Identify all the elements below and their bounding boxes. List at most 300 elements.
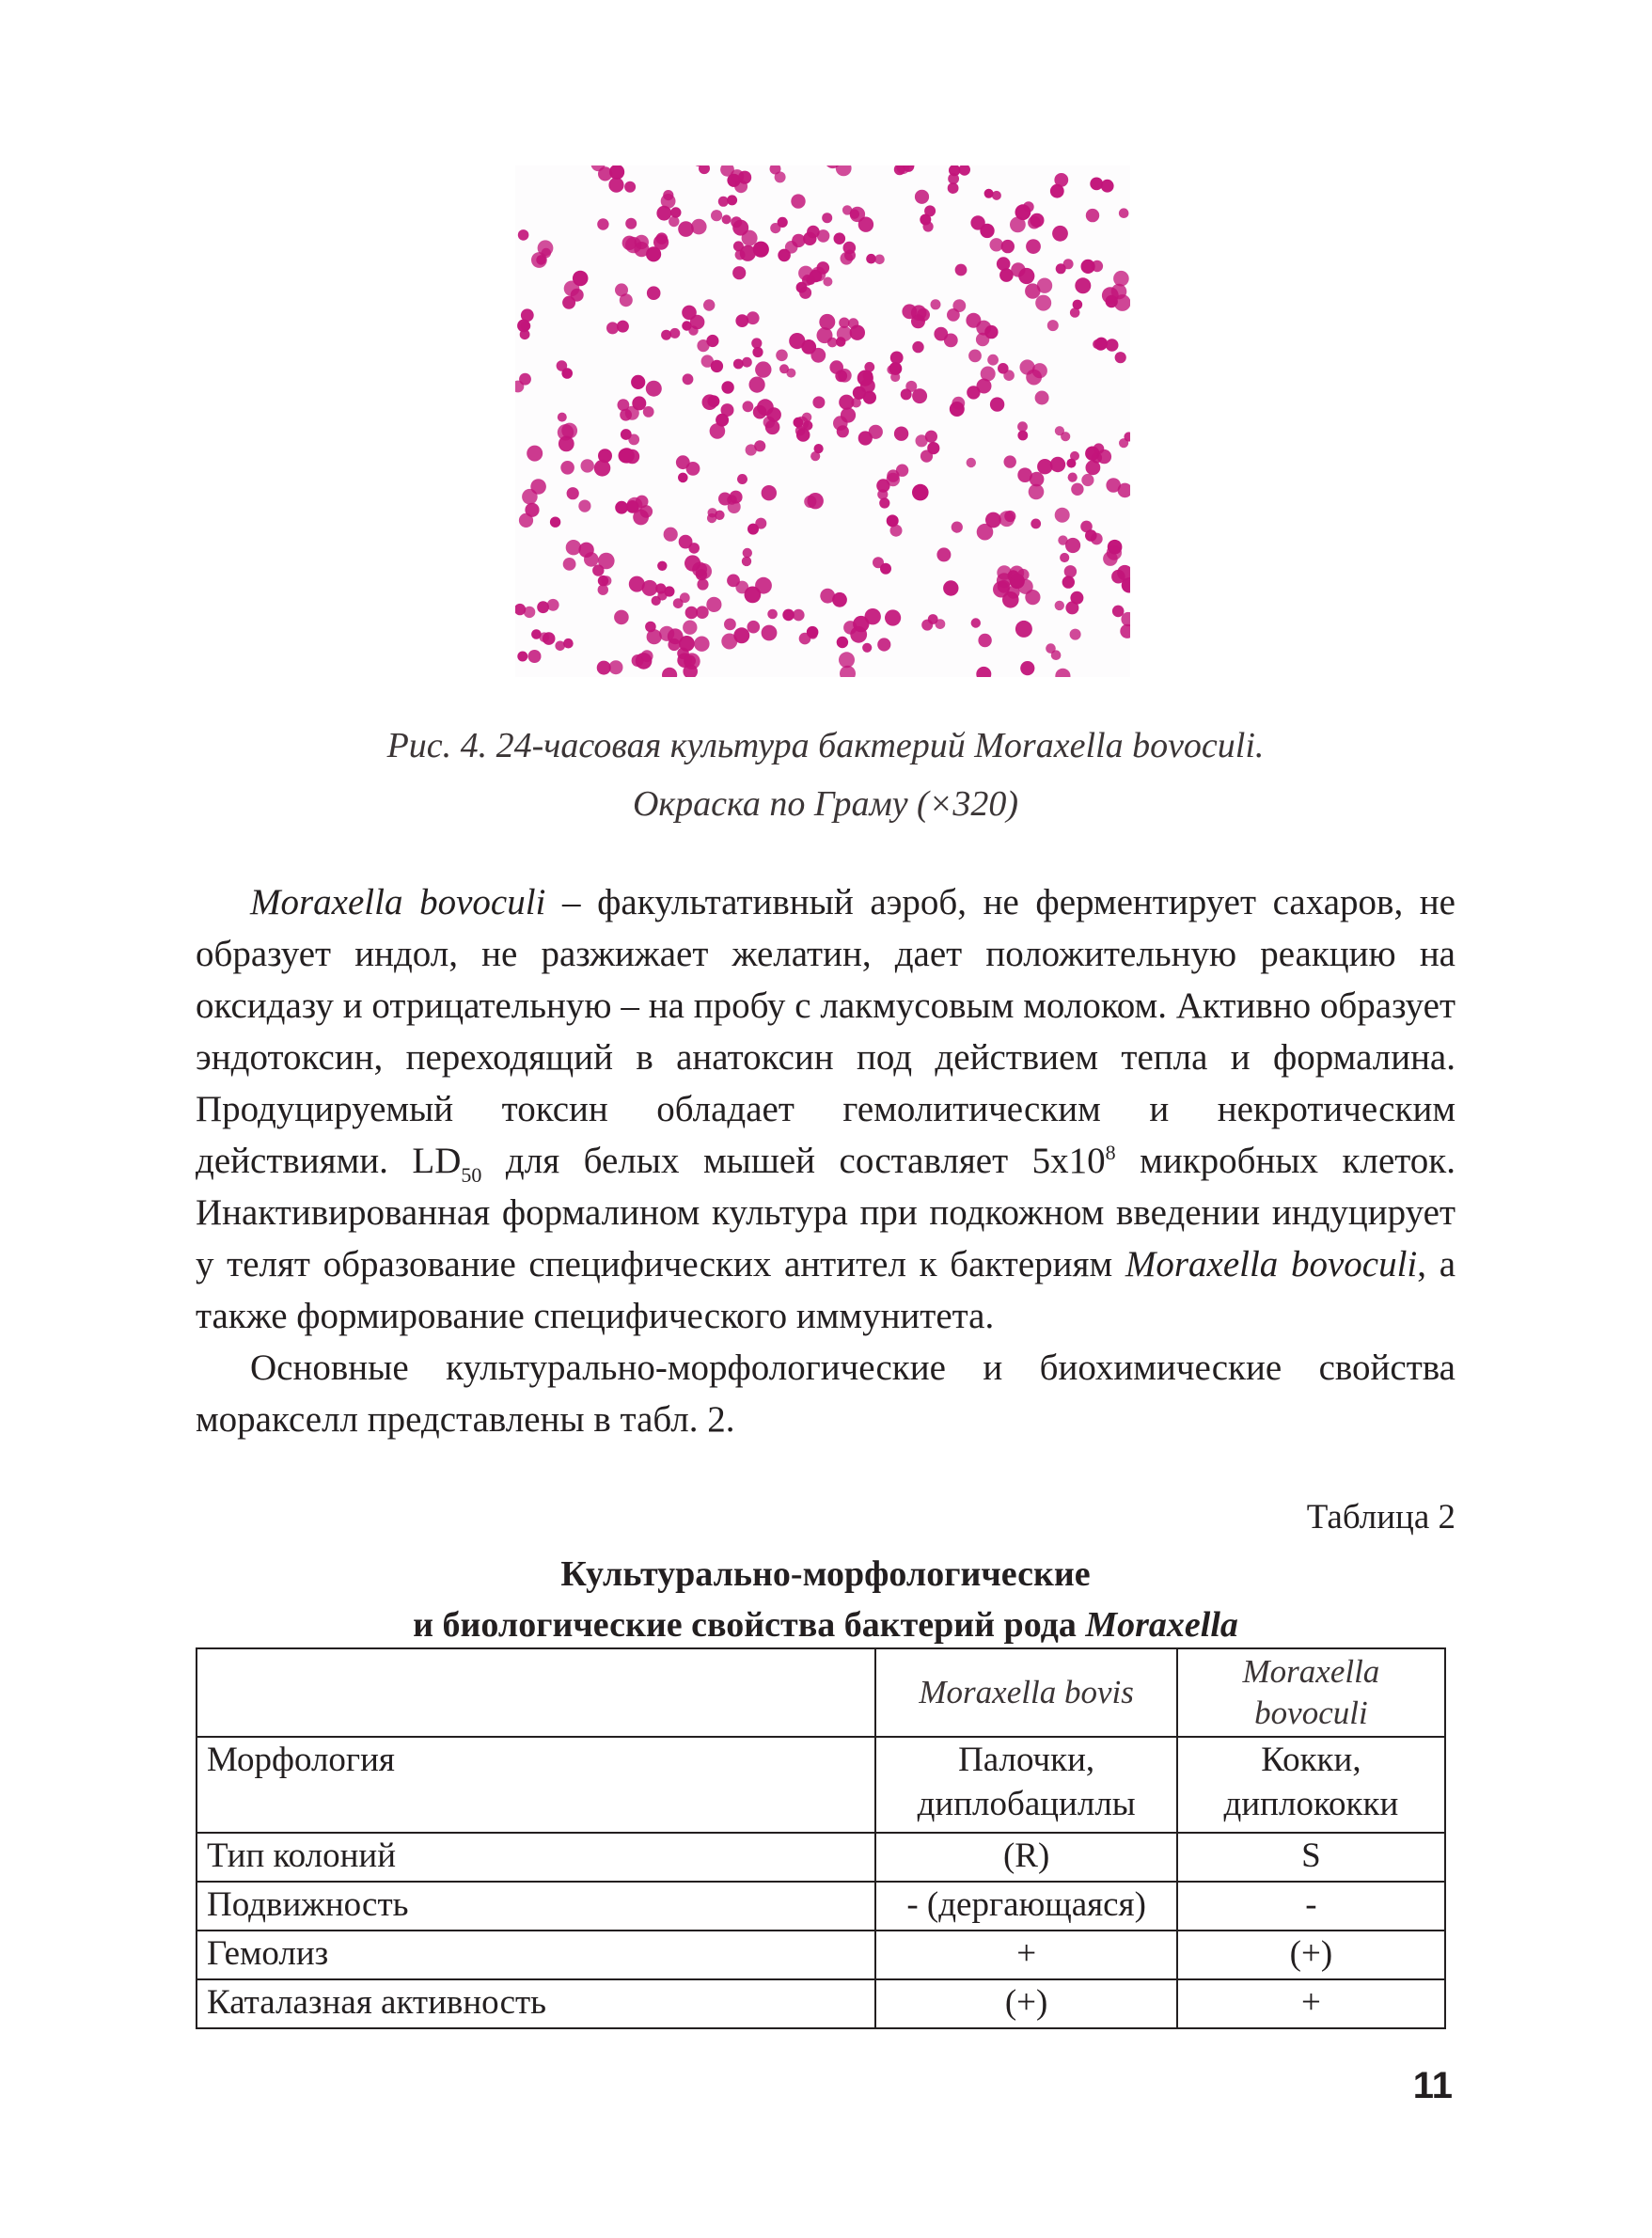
ld-subscript: 50 bbox=[461, 1163, 482, 1187]
cell-property: Каталазная активность bbox=[197, 1979, 875, 2028]
table-row bbox=[197, 1979, 1445, 2028]
bacterium-cell bbox=[692, 562, 707, 577]
bacterium-cell bbox=[527, 446, 543, 462]
caption-line-1: Рис. 4. 24-часовая культура бактерий Moraxella bovoculi. bbox=[386, 726, 1265, 765]
bacterium-cell bbox=[679, 636, 695, 652]
bacterium-cell bbox=[752, 347, 763, 357]
bacterium-cell bbox=[785, 241, 798, 254]
cell-bovoculi: + bbox=[1177, 1979, 1445, 2028]
bacterium-cell bbox=[812, 396, 825, 408]
bacterium-cell bbox=[647, 286, 661, 300]
bacterium-cell bbox=[742, 230, 758, 246]
bacterium-cell bbox=[990, 397, 1004, 411]
bacterium-cell bbox=[819, 314, 835, 330]
bacterium-cell bbox=[822, 213, 832, 223]
bacterium-cell bbox=[724, 619, 736, 631]
bacterium-cell bbox=[810, 451, 820, 461]
bacterium-cell bbox=[1001, 240, 1015, 253]
bacterium-cell bbox=[791, 194, 805, 208]
bacterium-cell bbox=[731, 216, 742, 228]
bacterium-cell bbox=[836, 337, 846, 347]
bacterium-cell bbox=[578, 500, 590, 512]
bacterium-cell bbox=[608, 178, 623, 193]
bacterium-cell bbox=[727, 495, 737, 505]
bacterium-cell bbox=[952, 299, 966, 312]
bacterium-cell bbox=[557, 360, 568, 371]
bacterium-cell bbox=[530, 479, 546, 495]
bacterium-cell bbox=[1058, 535, 1067, 544]
bacterium-cell bbox=[619, 449, 634, 464]
cell-bovoculi: Кокки, диплококки bbox=[1177, 1737, 1445, 1833]
bacterium-cell bbox=[1106, 339, 1119, 352]
bacterium-cell bbox=[631, 375, 645, 389]
bacterium-cell bbox=[1060, 553, 1069, 562]
bacterium-cell bbox=[879, 497, 889, 508]
bacterium-cell bbox=[763, 417, 776, 429]
bacterium-cell bbox=[703, 299, 715, 310]
bacterium-cell bbox=[594, 460, 611, 477]
bacterium-cell bbox=[578, 543, 593, 558]
bacterium-cell bbox=[1017, 421, 1028, 432]
table-title-genus: Moraxella bbox=[1085, 1605, 1238, 1645]
bacterium-cell bbox=[562, 296, 575, 309]
bacterium-cell bbox=[746, 444, 757, 455]
table-title bbox=[196, 1549, 1455, 1650]
bacterium-cell bbox=[702, 394, 718, 410]
bacterium-cell bbox=[614, 610, 629, 625]
bacterium-cell bbox=[832, 592, 847, 607]
bacterium-cell bbox=[734, 180, 747, 193]
bacterium-cell bbox=[817, 261, 830, 275]
exponent-superscript: 8 bbox=[1105, 1141, 1116, 1164]
bacterium-cell bbox=[841, 252, 854, 265]
bacterium-cell bbox=[786, 369, 795, 378]
bacterium-cell bbox=[669, 216, 679, 227]
bacterium-cell bbox=[970, 215, 984, 229]
bacterium-cell bbox=[558, 413, 567, 422]
table-row bbox=[197, 1882, 1445, 1931]
bacterium-cell bbox=[999, 511, 1015, 527]
bacterium-cell bbox=[1090, 178, 1103, 191]
bacterium-cell bbox=[1052, 226, 1068, 242]
bacterium-cell bbox=[550, 517, 560, 528]
bacterium-cell bbox=[1025, 283, 1040, 298]
bacterium-cell bbox=[863, 370, 873, 381]
bacterium-cell bbox=[606, 322, 619, 334]
bacterium-cell bbox=[669, 328, 680, 339]
bacterium-cell bbox=[683, 373, 694, 385]
bacterium-cell bbox=[948, 182, 959, 194]
bacterium-cell bbox=[706, 597, 721, 612]
bacterium-cell bbox=[1068, 473, 1078, 482]
bacterium-cell bbox=[1050, 457, 1065, 472]
bacterium-cell bbox=[952, 522, 963, 533]
bacterium-cell bbox=[597, 661, 611, 675]
bacterium-cell bbox=[742, 557, 751, 566]
table-title-line-2 bbox=[196, 1600, 1455, 1650]
bacterium-cell bbox=[629, 576, 645, 592]
bacterium-cell bbox=[661, 330, 671, 340]
micrograph-image bbox=[515, 165, 1130, 677]
bacterium-cell bbox=[1020, 661, 1034, 675]
bacterium-cell bbox=[743, 548, 752, 558]
bacterium-cell bbox=[646, 381, 662, 397]
bacterium-cell bbox=[624, 181, 636, 193]
bacterium-cell bbox=[916, 434, 928, 447]
bacterium-cell bbox=[894, 427, 908, 441]
bacterium-cell bbox=[749, 377, 765, 393]
bacterium-cell bbox=[1106, 478, 1121, 493]
bacterium-cell bbox=[537, 601, 549, 613]
bacterium-cell bbox=[1086, 460, 1101, 475]
bacterium-cell bbox=[727, 575, 740, 588]
bacterium-cell bbox=[732, 266, 746, 279]
bacterium-cell bbox=[887, 469, 899, 481]
bacterium-cell bbox=[518, 229, 529, 241]
bacterium-cell bbox=[517, 320, 530, 333]
bacterium-cell bbox=[1035, 295, 1051, 311]
bacterium-cell bbox=[966, 313, 981, 328]
cell-bovis: - (дергающаяся) bbox=[875, 1882, 1176, 1931]
bacterium-cell bbox=[563, 558, 576, 571]
bacterium-cell bbox=[657, 561, 667, 571]
bacterium-cell bbox=[944, 334, 958, 348]
bacterium-cell bbox=[634, 242, 649, 257]
cell-bovis: Палочки, диплобациллы bbox=[875, 1737, 1176, 1833]
bacterium-cell bbox=[1086, 209, 1099, 222]
bacterium-cell bbox=[633, 510, 649, 526]
bacterium-cell bbox=[597, 218, 608, 229]
bacterium-cell bbox=[519, 513, 533, 528]
bacterium-cell bbox=[690, 315, 705, 330]
bacterium-cell bbox=[799, 287, 811, 299]
cell-bovis: (R) bbox=[875, 1833, 1176, 1882]
bacterium-cell bbox=[686, 462, 700, 476]
bacterium-cell bbox=[1030, 213, 1044, 228]
table-title-line-1: Культурально-морфологические bbox=[560, 1554, 1091, 1594]
bacterium-cell bbox=[547, 599, 559, 611]
bacterium-cell bbox=[874, 255, 885, 265]
bacterium-cell bbox=[1015, 621, 1032, 638]
bacterium-cell bbox=[1091, 533, 1103, 545]
bacterium-cell bbox=[1115, 352, 1126, 363]
bacterium-cell bbox=[715, 511, 724, 520]
bacterium-cell bbox=[853, 386, 866, 400]
bacterium-cell bbox=[793, 609, 805, 622]
bacterium-cell bbox=[727, 195, 737, 205]
bacterium-cell bbox=[776, 350, 788, 362]
bacterium-cell bbox=[747, 621, 761, 634]
bacterium-cell bbox=[1002, 591, 1019, 608]
bacterium-cell bbox=[877, 489, 888, 499]
bacterium-cell bbox=[747, 524, 759, 535]
bacterium-cell bbox=[555, 641, 565, 652]
bacterium-cell bbox=[683, 621, 697, 635]
bacterium-cell bbox=[1010, 566, 1025, 581]
paragraph-2: Основные культурально-морфологические и биохимические свойства моракселл представлены в табл. 2. bbox=[196, 1348, 1455, 1440]
cell-property: Подвижность bbox=[197, 1882, 875, 1931]
bacterium-cell bbox=[817, 229, 830, 243]
bacterium-cell bbox=[737, 474, 747, 484]
bacterium-cell bbox=[753, 405, 767, 419]
bacterium-cell bbox=[915, 190, 929, 204]
bacterium-cell bbox=[931, 299, 941, 309]
bacterium-cell bbox=[1102, 287, 1119, 304]
bacterium-cell bbox=[721, 381, 733, 393]
bacterium-cell bbox=[733, 359, 744, 370]
bacterium-cell bbox=[684, 655, 696, 668]
bacterium-cell bbox=[992, 191, 1001, 200]
bacterium-cell bbox=[664, 528, 678, 542]
bacterium-cell bbox=[1070, 307, 1080, 318]
bacterium-cell bbox=[839, 652, 855, 668]
table-row bbox=[197, 1737, 1445, 1833]
bacterium-cell bbox=[817, 327, 833, 343]
bacterium-cell bbox=[839, 395, 854, 410]
bacterium-cell bbox=[1017, 431, 1028, 441]
bacterium-cell bbox=[711, 210, 722, 221]
bacterium-cell bbox=[721, 634, 737, 650]
bacterium-cell bbox=[977, 379, 992, 394]
bacterium-cell bbox=[743, 401, 754, 412]
properties-table bbox=[196, 1647, 1446, 2029]
bacterium-cell bbox=[528, 650, 542, 663]
bacterium-cell bbox=[1107, 545, 1122, 560]
bacterium-cell bbox=[668, 638, 680, 651]
paragraph-1-text-d: , а также формирование специфического иммунитета. bbox=[196, 1244, 1456, 1336]
bacterium-cell bbox=[984, 189, 994, 198]
bacterium-cell bbox=[697, 578, 708, 590]
bacterium-cell bbox=[998, 363, 1009, 374]
bacterium-cell bbox=[869, 425, 883, 439]
caption-line-2: Окраска по Граму (×320) bbox=[632, 784, 1019, 824]
cell-property: Гемолиз bbox=[197, 1931, 875, 1979]
table-label: Таблица 2 bbox=[1306, 1498, 1455, 1537]
cell-bovis: + bbox=[875, 1931, 1176, 1979]
table-header-row bbox=[197, 1648, 1445, 1737]
bacterium-cell bbox=[1111, 570, 1125, 584]
bacterium-cell bbox=[733, 241, 744, 251]
bacterium-cell bbox=[862, 643, 872, 653]
bacterium-cell bbox=[804, 496, 816, 508]
bacterium-cell bbox=[1119, 208, 1129, 218]
bacterium-cell bbox=[1055, 508, 1070, 523]
cell-bovoculi: - bbox=[1177, 1882, 1445, 1931]
bacterium-cell bbox=[829, 360, 843, 374]
bacterium-cell bbox=[542, 248, 552, 259]
bacterium-cell bbox=[1070, 629, 1081, 640]
table-title-prefix: и биологические свойства бактерий рода bbox=[413, 1605, 1086, 1645]
bacterium-cell bbox=[567, 487, 579, 499]
bacterium-cell bbox=[561, 423, 577, 439]
bacterium-cell bbox=[517, 652, 527, 662]
bacterium-cell bbox=[609, 660, 623, 674]
bacterium-cell bbox=[837, 637, 848, 648]
bacterium-cell bbox=[645, 622, 656, 633]
bacterium-cell bbox=[735, 250, 746, 260]
bacterium-cell bbox=[1061, 432, 1070, 441]
bacterium-cell bbox=[924, 205, 936, 216]
bacterium-cell bbox=[877, 638, 890, 651]
header-cell-bovoculi: Moraxella bovoculi bbox=[1177, 1648, 1445, 1737]
bacterium-cell bbox=[943, 580, 958, 595]
cell-bovis: (+) bbox=[875, 1979, 1176, 2028]
bacterium-cell bbox=[751, 338, 762, 348]
bacterium-cell bbox=[936, 547, 951, 561]
bacterium-cell bbox=[770, 223, 780, 233]
paragraph-1 bbox=[196, 876, 1455, 1342]
bacterium-cell bbox=[762, 625, 778, 641]
bacterium-cell bbox=[753, 242, 769, 258]
page-number: 11 bbox=[1412, 2065, 1453, 2106]
bacterium-cell bbox=[968, 350, 982, 363]
bacterium-cell bbox=[560, 461, 574, 475]
bacterium-cell bbox=[747, 311, 760, 324]
bacterium-cell bbox=[625, 218, 637, 229]
bacterium-cell bbox=[927, 442, 939, 454]
paragraph-1-text-b: для белых мышей составляет 5х10 bbox=[481, 1141, 1106, 1181]
bacterium-cell bbox=[796, 428, 810, 442]
bacterium-cell bbox=[912, 484, 929, 501]
bacterium-cell bbox=[1092, 260, 1103, 272]
bacterium-cell bbox=[678, 473, 688, 483]
paragraph-1-text-c: микробных клеток. Инактивированная формалином культура при подкожном введении индуцирует у телят образование специфических антител к бактериям bbox=[196, 1141, 1456, 1284]
bacterium-cell bbox=[762, 485, 777, 500]
bacterium-cell bbox=[837, 425, 849, 437]
bacterium-cell bbox=[890, 352, 904, 365]
bacterium-cell bbox=[977, 524, 994, 541]
bacterium-cell bbox=[952, 397, 965, 410]
bacterium-cell bbox=[710, 423, 726, 439]
bacterium-cell bbox=[636, 653, 653, 670]
bacterium-cell bbox=[688, 543, 700, 554]
bacterium-cell bbox=[1064, 565, 1077, 577]
bacterium-cell bbox=[1037, 459, 1052, 474]
bacterium-cell bbox=[742, 357, 752, 368]
bacterium-cell bbox=[617, 321, 629, 333]
bacterium-cell bbox=[866, 254, 876, 264]
species-name-2: Moraxella bovoculi bbox=[1125, 1244, 1418, 1284]
bacterium-cell bbox=[598, 553, 615, 570]
bacterium-cell bbox=[1112, 606, 1125, 618]
bacterium-cell bbox=[1026, 239, 1041, 254]
bacterium-cell bbox=[656, 232, 669, 244]
bacterium-cell bbox=[663, 190, 673, 200]
bacterium-cell bbox=[921, 620, 933, 631]
micrograph-figure bbox=[515, 165, 1130, 677]
bacterium-cell bbox=[880, 563, 891, 575]
bacterium-cell bbox=[1010, 217, 1026, 233]
bacterium-cell bbox=[1025, 590, 1040, 605]
header-cell-bovis: Moraxella bovis bbox=[875, 1648, 1176, 1737]
bacterium-cell bbox=[850, 210, 859, 219]
bacterium-cell bbox=[864, 362, 874, 372]
bacterium-cell bbox=[967, 458, 976, 467]
bacterium-cell bbox=[628, 434, 639, 446]
bacterium-cell bbox=[718, 197, 729, 207]
bacterium-cell bbox=[1029, 484, 1045, 500]
bacterium-cell bbox=[540, 632, 550, 642]
table-row bbox=[197, 1833, 1445, 1882]
bacterium-cell bbox=[810, 348, 826, 363]
bacterium-cell bbox=[755, 361, 771, 377]
bacterium-cell bbox=[971, 618, 981, 627]
bacterium-cell bbox=[841, 407, 856, 422]
bacterium-cell bbox=[673, 598, 684, 608]
header-cell-empty bbox=[197, 1648, 875, 1737]
bacterium-cell bbox=[1035, 391, 1049, 405]
paragraph-1-text-a: – факультативный аэроб, не ферментирует сахаров, не образует индол, не разжижает желатин, дает положительную реакцию на оксидазу и отрицательную – на пробу с лакмусовым молоком. Активно образует эндотоксин, переходящий в анатоксин под действием тепла и формалина. Продуцируемый токсин обладает гемолитическим и некротическим действиями. LD bbox=[196, 882, 1455, 1181]
bacterium-cell bbox=[1080, 521, 1093, 533]
bacterium-cell bbox=[1017, 467, 1032, 482]
bacterium-cell bbox=[1004, 455, 1016, 467]
bacterium-cell bbox=[990, 238, 1003, 251]
bacterium-cell bbox=[566, 540, 581, 555]
bacterium-cell bbox=[834, 232, 846, 244]
bacterium-cell bbox=[711, 360, 723, 372]
bacterium-cell bbox=[902, 304, 917, 319]
species-name: Moraxella bovoculi bbox=[250, 882, 546, 922]
bacterium-cell bbox=[890, 525, 903, 537]
bacterium-cell bbox=[997, 565, 1012, 580]
bacterium-cell bbox=[643, 406, 654, 418]
bacterium-cell bbox=[1055, 601, 1064, 610]
bacterium-cell bbox=[670, 207, 681, 217]
bacterium-cell bbox=[885, 609, 901, 625]
bacterium-cell bbox=[823, 277, 832, 287]
bacterium-cell bbox=[1054, 173, 1068, 187]
cell-property: Морфология bbox=[197, 1737, 875, 1833]
bacterium-cell bbox=[955, 264, 968, 276]
bacterium-cell bbox=[912, 341, 923, 353]
bacterium-cell bbox=[808, 629, 817, 638]
bacterium-cell bbox=[697, 339, 709, 352]
bacterium-cell bbox=[1097, 449, 1111, 464]
bacterium-cell bbox=[1011, 262, 1025, 276]
bacterium-cell bbox=[1062, 575, 1075, 588]
bacterium-cell bbox=[987, 355, 999, 366]
bacterium-cell bbox=[1081, 474, 1093, 486]
figure-caption bbox=[196, 717, 1455, 833]
bacterium-cell bbox=[691, 219, 707, 235]
cell-bovoculi: (+) bbox=[1177, 1931, 1445, 1979]
bacterium-cell bbox=[1113, 271, 1129, 287]
bacterium-cell bbox=[848, 318, 858, 328]
bacterium-cell bbox=[1051, 650, 1062, 660]
bacterium-cell bbox=[1066, 459, 1076, 468]
bacterium-cell bbox=[581, 459, 594, 472]
bacterium-cell bbox=[573, 271, 589, 287]
bacterium-cell bbox=[795, 417, 810, 431]
bacterium-cell bbox=[1065, 601, 1078, 614]
bacterium-cell bbox=[632, 396, 646, 410]
bacterium-cell bbox=[678, 221, 694, 237]
bacterium-cell bbox=[722, 214, 732, 224]
bacterium-cell bbox=[984, 325, 998, 339]
bacterium-cell bbox=[615, 283, 628, 296]
bacterium-cell bbox=[839, 318, 849, 328]
bacterium-cell bbox=[519, 373, 531, 386]
bacterium-cell bbox=[865, 608, 881, 624]
bacterium-cell bbox=[1101, 180, 1114, 193]
cell-bovoculi: S bbox=[1177, 1833, 1445, 1882]
bacterium-cell bbox=[767, 609, 778, 620]
bacterium-cell bbox=[1063, 259, 1074, 269]
bacterium-cell bbox=[1071, 483, 1083, 496]
bacterium-cell bbox=[694, 637, 709, 652]
bacterium-cell bbox=[656, 206, 671, 221]
bacterium-cell bbox=[1093, 339, 1102, 349]
